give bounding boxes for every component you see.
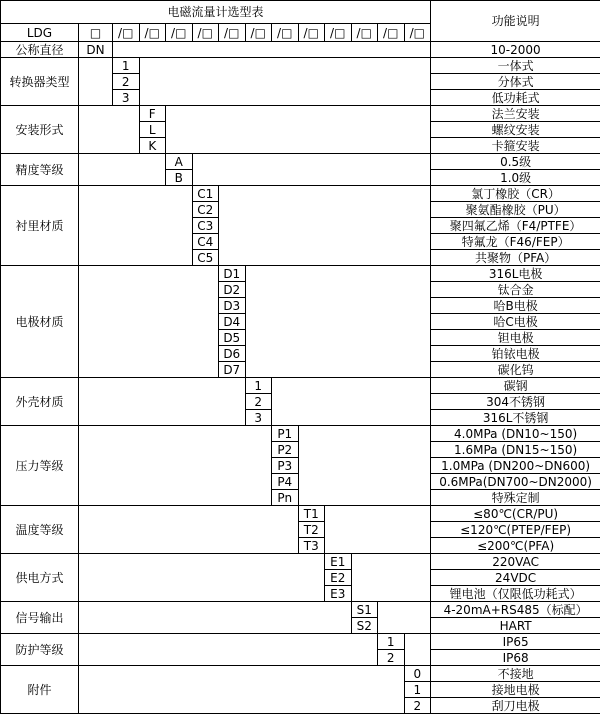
option-desc-temperature-class: ≤120℃(PTEP/FEP) [431,522,600,538]
option-desc-pressure-class: 1.6MPa (DN15~150) [431,442,600,458]
spacer-cell [79,426,272,506]
option-desc-pressure-class: 1.0MPa (DN200~DN600) [431,458,600,474]
option-desc-power-supply: 24VDC [431,570,600,586]
option-code-lining-material: C1 [192,186,219,202]
option-desc-accuracy-class: 0.5级 [431,154,600,170]
selection-table-body [1,1,600,714]
option-desc-lining-material: 聚四氟乙烯（F4/PTFE） [431,218,600,234]
option-row [1,426,600,442]
model-code-slot: /□ [245,24,272,42]
section-label-converter-type: 转换器类型 [1,58,79,106]
option-code-power-supply: E1 [325,554,352,570]
option-code-pressure-class: Pn [272,490,299,506]
diameter-range: 10-2000 [431,42,600,58]
model-code-slot: /□ [325,24,352,42]
option-code-lining-material: C4 [192,234,219,250]
option-desc-electrode-material: 铂铱电极 [431,346,600,362]
model-code-slot: /□ [351,24,378,42]
option-code-electrode-material: D4 [219,314,246,330]
option-row [1,602,600,618]
option-code-accessories: 2 [404,698,431,714]
option-code-signal-output: S2 [351,618,378,634]
option-code-signal-output: S1 [351,602,378,618]
option-desc-electrode-material: 哈C电极 [431,314,600,330]
option-row [1,506,600,522]
option-desc-pressure-class: 0.6MPa(DN700~DN2000) [431,474,600,490]
option-desc-converter-type: 低功耗式 [431,90,600,106]
option-desc-electrode-material: 316L电极 [431,266,600,282]
option-desc-installation-form: 法兰安装 [431,106,600,122]
model-code-slot: /□ [378,24,405,42]
model-code-slot: /□ [298,24,325,42]
section-label-pressure-class: 压力等级 [1,426,79,506]
diameter-code: DN [79,42,113,58]
option-code-power-supply: E3 [325,586,352,602]
spacer-cell [166,106,431,154]
spacer-cell [79,602,352,634]
option-desc-accuracy-class: 1.0级 [431,170,600,186]
option-code-converter-type: 1 [113,58,140,74]
option-code-temperature-class: T1 [298,506,325,522]
option-code-protection-class: 1 [378,634,405,650]
option-code-housing-material: 1 [245,378,272,394]
function-column-header: 功能说明 [431,1,600,42]
option-code-electrode-material: D1 [219,266,246,282]
option-row [1,634,600,650]
spacer-cell [79,58,113,106]
option-code-housing-material: 2 [245,394,272,410]
table-title: 电磁流量计选型表 [1,1,431,24]
spacer-cell [404,634,431,666]
spacer-cell [245,266,431,378]
option-code-lining-material: C5 [192,250,219,266]
spacer-cell [79,554,325,602]
option-desc-electrode-material: 钽电极 [431,330,600,346]
spacer-cell [192,154,431,186]
option-desc-lining-material: 聚氨酯橡胶（PU） [431,202,600,218]
option-code-pressure-class: P4 [272,474,299,490]
option-code-pressure-class: P1 [272,426,299,442]
section-label-power-supply: 供电方式 [1,554,79,602]
option-desc-lining-material: 特氟龙（F46/FEP） [431,234,600,250]
spacer-cell [325,506,431,554]
section-label-electrode-material: 电极材质 [1,266,79,378]
model-code-box: □ [79,24,113,42]
section-label-temperature-class: 温度等级 [1,506,79,554]
section-label-lining-material: 衬里材质 [1,186,79,266]
option-desc-installation-form: 螺纹安装 [431,122,600,138]
option-desc-power-supply: 锂电池（仅限低功耗式） [431,586,600,602]
model-code-slot: /□ [404,24,431,42]
option-code-protection-class: 2 [378,650,405,666]
spacer-cell [79,378,246,426]
spacer-cell [272,378,431,426]
option-code-pressure-class: P3 [272,458,299,474]
option-code-lining-material: C2 [192,202,219,218]
option-code-pressure-class: P2 [272,442,299,458]
option-desc-lining-material: 氯丁橡胶（CR） [431,186,600,202]
spacer-cell [79,186,193,266]
option-code-accuracy-class: B [166,170,193,186]
option-desc-electrode-material: 哈B电极 [431,298,600,314]
option-code-electrode-material: D2 [219,282,246,298]
option-code-electrode-material: D3 [219,298,246,314]
option-code-temperature-class: T3 [298,538,325,554]
option-row [1,378,600,394]
option-row [1,186,600,202]
spacer-cell [219,186,431,266]
model-code-slot: /□ [192,24,219,42]
option-desc-power-supply: 220VAC [431,554,600,570]
option-desc-housing-material: 碳钢 [431,378,600,394]
option-code-converter-type: 3 [113,90,140,106]
option-desc-housing-material: 304不锈钢 [431,394,600,410]
option-desc-installation-form: 卡箍安装 [431,138,600,154]
spacer-cell [139,58,431,106]
section-label-accuracy-class: 精度等级 [1,154,79,186]
option-desc-accessories: 刮刀电极 [431,698,600,714]
spacer-cell [79,666,405,714]
model-code-slot: /□ [139,24,166,42]
option-desc-temperature-class: ≤200℃(PFA) [431,538,600,554]
option-desc-housing-material: 316L不锈钢 [431,410,600,426]
option-row [1,554,600,570]
option-code-housing-material: 3 [245,410,272,426]
option-desc-signal-output: 4-20mA+RS485（标配） [431,602,600,618]
option-code-accuracy-class: A [166,154,193,170]
spacer-cell [378,602,431,634]
option-desc-converter-type: 一体式 [431,58,600,74]
option-row [1,58,600,74]
option-code-installation-form: L [139,122,166,138]
option-desc-pressure-class: 特殊定制 [431,490,600,506]
section-label-installation-form: 安装形式 [1,106,79,154]
spacer-cell [113,42,431,58]
section-label-accessories: 附件 [1,666,79,714]
option-desc-protection-class: IP65 [431,634,600,650]
option-desc-electrode-material: 碳化钨 [431,362,600,378]
section-label-housing-material: 外壳材质 [1,378,79,426]
option-code-accessories: 0 [404,666,431,682]
option-code-installation-form: F [139,106,166,122]
option-code-power-supply: E2 [325,570,352,586]
spacer-cell [79,266,219,378]
option-desc-electrode-material: 钛合金 [431,282,600,298]
option-desc-converter-type: 分体式 [431,74,600,90]
option-desc-signal-output: HART [431,618,600,634]
spacer-cell [79,634,378,666]
spacer-cell [351,554,431,602]
option-desc-accessories: 接地电极 [431,682,600,698]
option-row [1,266,600,282]
option-code-electrode-material: D5 [219,330,246,346]
option-desc-protection-class: IP68 [431,650,600,666]
model-prefix: LDG [1,24,79,42]
spacer-cell [79,154,166,186]
option-code-accessories: 1 [404,682,431,698]
option-row [1,106,600,122]
option-desc-temperature-class: ≤80℃(CR/PU) [431,506,600,522]
option-desc-pressure-class: 4.0MPa (DN10~150) [431,426,600,442]
option-code-installation-form: K [139,138,166,154]
option-desc-accessories: 不接地 [431,666,600,682]
option-code-lining-material: C3 [192,218,219,234]
option-code-electrode-material: D6 [219,346,246,362]
model-code-slot: /□ [166,24,193,42]
spacer-cell [298,426,431,506]
option-code-converter-type: 2 [113,74,140,90]
spacer-cell [79,106,140,154]
spacer-cell [79,506,299,554]
option-desc-lining-material: 共聚物（PFA） [431,250,600,266]
model-code-slot: /□ [219,24,246,42]
model-code-slot: /□ [272,24,299,42]
section-label-signal-output: 信号输出 [1,602,79,634]
option-code-electrode-material: D7 [219,362,246,378]
model-code-slot: /□ [113,24,140,42]
section-label-protection-class: 防护等级 [1,634,79,666]
option-row [1,666,600,682]
row-label-diameter: 公称直径 [1,42,79,58]
option-code-temperature-class: T2 [298,522,325,538]
option-row [1,154,600,170]
